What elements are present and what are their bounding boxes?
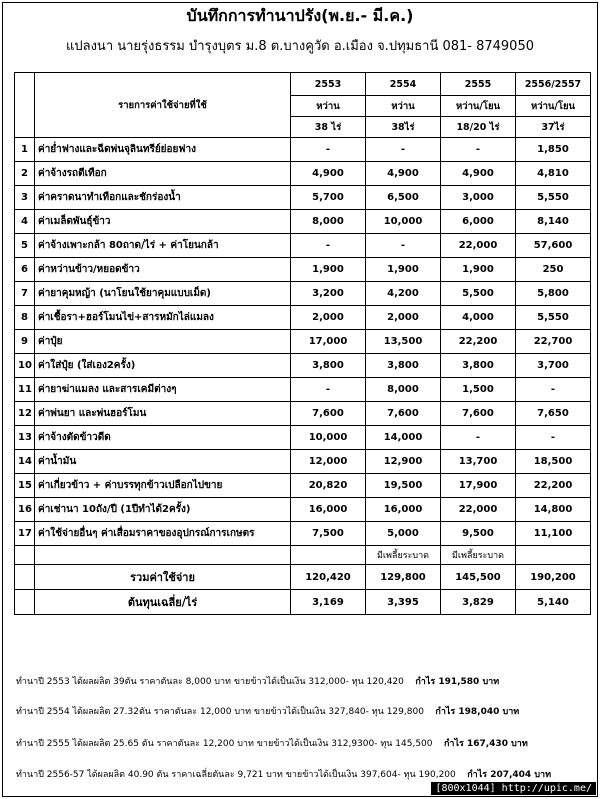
row-number: 15: [15, 474, 35, 498]
summary-line: [16, 676, 499, 688]
table-row: [15, 450, 591, 474]
summary-profit: กำไร 191,580 บาท: [415, 677, 500, 687]
table-row: [15, 138, 591, 162]
expense-value: -: [441, 426, 516, 450]
table-row: [15, 402, 591, 426]
row-number: 2: [15, 162, 35, 186]
notes-blank: [35, 546, 291, 565]
document-title: บันทึกการทำนาปรัง(พ.ย.- มี.ค.): [186, 6, 414, 25]
expense-value: -: [516, 426, 591, 450]
expense-value: 18,500: [516, 450, 591, 474]
table-row: [15, 234, 591, 258]
average-label: ต้นทุนเฉลี่ย/ไร่: [35, 590, 291, 615]
total-value: 190,200: [516, 565, 591, 590]
row-number: 3: [15, 186, 35, 210]
summary-line: [16, 706, 519, 718]
average-row: [15, 590, 591, 615]
expense-value: 4,000: [441, 306, 516, 330]
expense-item: ค่าจ้างตัดข้าวดีด: [35, 426, 291, 450]
expense-value: 3,200: [291, 282, 366, 306]
expense-value: -: [366, 234, 441, 258]
header-blank: [15, 73, 35, 138]
expense-item: ค่าใช้จ่ายอื่นๆ ค่าเสื่อมราคาของอุปกรณ์การเกษตร: [35, 522, 291, 546]
expense-value: 22,200: [441, 330, 516, 354]
header-area: 38 ไร่: [291, 117, 366, 138]
summary-text: ทำนาปี 2555 ได้ผลผลิต 25.65 ตัน ราคาตันละ 12,200 บาท ขายข้าวได้เป็นเงิน 312,9300- ทุน 145,500: [16, 739, 433, 749]
expense-value: -: [291, 138, 366, 162]
table-row: [15, 258, 591, 282]
total-value: 120,420: [291, 565, 366, 590]
expense-value: 1,900: [291, 258, 366, 282]
expense-value: 5,550: [516, 186, 591, 210]
expense-value: 13,700: [441, 450, 516, 474]
summary-profit: กำไร 198,040 บาท: [435, 707, 520, 717]
expense-value: 17,000: [291, 330, 366, 354]
expense-value: 5,800: [516, 282, 591, 306]
expense-table: [14, 72, 591, 615]
expense-value: 5,000: [366, 522, 441, 546]
expense-value: -: [291, 234, 366, 258]
row-number: 13: [15, 426, 35, 450]
expense-value: 3,800: [366, 354, 441, 378]
year-note: [291, 546, 366, 565]
expense-value: 10,000: [366, 210, 441, 234]
expense-value: 6,500: [366, 186, 441, 210]
expense-value: 4,810: [516, 162, 591, 186]
header-method: หว่าน: [366, 96, 441, 117]
expense-value: 5,550: [516, 306, 591, 330]
table-row: [15, 162, 591, 186]
row-number: 11: [15, 378, 35, 402]
expense-value: 3,000: [441, 186, 516, 210]
expense-value: 5,700: [291, 186, 366, 210]
expense-item: ค่าปุ๋ย: [35, 330, 291, 354]
expense-value: 7,600: [291, 402, 366, 426]
expense-value: 16,000: [366, 498, 441, 522]
expense-value: 13,500: [366, 330, 441, 354]
expense-value: 3,700: [516, 354, 591, 378]
notes-blank: [15, 546, 35, 565]
expense-value: 4,900: [441, 162, 516, 186]
average-blank: [15, 590, 35, 615]
table-row: [15, 210, 591, 234]
expense-value: 5,500: [441, 282, 516, 306]
year-note: มีเพลี้ยระบาด: [441, 546, 516, 565]
year-note: [516, 546, 591, 565]
expense-value: 1,850: [516, 138, 591, 162]
header-year: 2553: [291, 73, 366, 96]
expense-value: -: [516, 378, 591, 402]
expense-value: 20,820: [291, 474, 366, 498]
expense-value: 7,600: [366, 402, 441, 426]
expense-item: ค่าย่ำฟางและฉีดพ่นจุลินทรีย์ย่อยฟาง: [35, 138, 291, 162]
expense-value: 9,500: [441, 522, 516, 546]
expense-value: 8,000: [366, 378, 441, 402]
header-row-years: [15, 73, 591, 96]
expense-item: ค่าน้ำมัน: [35, 450, 291, 474]
summary-line: [16, 769, 551, 781]
expense-value: 22,000: [441, 498, 516, 522]
header-method: หว่าน/โยน: [516, 96, 591, 117]
expense-item: ค่าเมล็ดพันธุ์ข้าว: [35, 210, 291, 234]
expense-value: 7,650: [516, 402, 591, 426]
expense-item: ค่ายาคุมหญ้า (นาโยนใช้ยาคุมแบบเม็ด): [35, 282, 291, 306]
expense-value: 6,000: [441, 210, 516, 234]
average-value: 3,395: [366, 590, 441, 615]
expense-value: 1,900: [441, 258, 516, 282]
table-row: [15, 354, 591, 378]
summary-line: [16, 738, 528, 750]
table-row: [15, 522, 591, 546]
expense-value: 4,900: [291, 162, 366, 186]
table-row: [15, 282, 591, 306]
table-row: [15, 498, 591, 522]
expense-value: 14,000: [366, 426, 441, 450]
expense-value: 4,900: [366, 162, 441, 186]
expense-value: 12,900: [366, 450, 441, 474]
row-number: 9: [15, 330, 35, 354]
expense-item: ค่าเช่านา 10ถัง/ปี (1ปีทำได้2ครั้ง): [35, 498, 291, 522]
expense-value: 22,200: [516, 474, 591, 498]
expense-value: 1,500: [441, 378, 516, 402]
table-row: [15, 426, 591, 450]
total-label: รวมค่าใช้จ่าย: [35, 565, 291, 590]
expense-value: 4,200: [366, 282, 441, 306]
expense-value: 7,600: [441, 402, 516, 426]
summary-text: ทำนาปี 2553 ได้ผลผลิต 39ตัน ราคาตันละ 8,000 บาท ขายข้าวได้เป็นเงิน 312,000- ทุน 120,420: [16, 677, 404, 687]
expense-value: -: [366, 138, 441, 162]
expense-item: ค่าจ้างเพาะกล้า 80ถาด/ไร่ + ค่าโยนกล้า: [35, 234, 291, 258]
expense-value: 250: [516, 258, 591, 282]
table-row: [15, 330, 591, 354]
row-number: 12: [15, 402, 35, 426]
summary-text: ทำนาปี 2554 ได้ผลผลิต 27.32ตัน ราคาตันละ 12,000 บาท ขายข้าวได้เป็นเงิน 327,840- ทุน 129,800: [16, 707, 424, 717]
expense-item: ค่ายาฆ่าแมลง และสารเคมีต่างๆ: [35, 378, 291, 402]
year-note: มีเพลี้ยระบาด: [366, 546, 441, 565]
expense-item: ค่าหว่านข้าว/หยอดข้าว: [35, 258, 291, 282]
row-number: 1: [15, 138, 35, 162]
row-number: 4: [15, 210, 35, 234]
header-year: 2555: [441, 73, 516, 96]
table-row: [15, 474, 591, 498]
expense-value: 12,000: [291, 450, 366, 474]
row-number: 14: [15, 450, 35, 474]
total-value: 129,800: [366, 565, 441, 590]
header-label: รายการค่าใช้จ่ายที่ใช้: [35, 73, 291, 138]
header-area: 38ไร่: [366, 117, 441, 138]
expense-value: 8,000: [291, 210, 366, 234]
expense-item: ค่าคราดนาทำเทือกและชักร่องน้ำ: [35, 186, 291, 210]
row-number: 7: [15, 282, 35, 306]
expense-value: 8,140: [516, 210, 591, 234]
expense-value: -: [291, 378, 366, 402]
expense-value: 17,900: [441, 474, 516, 498]
expense-value: 3,800: [291, 354, 366, 378]
table-row: [15, 186, 591, 210]
table-row: [15, 378, 591, 402]
header-year: 2554: [366, 73, 441, 96]
header-method: หว่าน: [291, 96, 366, 117]
table-row: [15, 306, 591, 330]
expense-value: 7,500: [291, 522, 366, 546]
expense-value: 16,000: [291, 498, 366, 522]
header-year: 2556/2557: [516, 73, 591, 96]
expense-value: -: [441, 138, 516, 162]
expense-value: 2,000: [366, 306, 441, 330]
expense-value: 3,800: [441, 354, 516, 378]
average-value: 5,140: [516, 590, 591, 615]
expense-value: 14,800: [516, 498, 591, 522]
row-number: 8: [15, 306, 35, 330]
expense-item: ค่าใส่ปุ๋ย (ใส่เอง2ครั้ง): [35, 354, 291, 378]
expense-value: 11,100: [516, 522, 591, 546]
average-value: 3,829: [441, 590, 516, 615]
header-method: หว่าน/โยน: [441, 96, 516, 117]
expense-value: 57,600: [516, 234, 591, 258]
expense-item: ค่าจ้างรถตีเทือก: [35, 162, 291, 186]
summary-profit: กำไร 167,430 บาท: [443, 739, 528, 749]
expense-value: 2,000: [291, 306, 366, 330]
row-number: 5: [15, 234, 35, 258]
row-number: 16: [15, 498, 35, 522]
expense-item: ค่าเกี่ยวข้าว + ค่าบรรทุกข้าวเปลือกไปขาย: [35, 474, 291, 498]
average-value: 3,169: [291, 590, 366, 615]
expense-item: ค่าเชื้อรา+ฮอร์โมนไข่+สารหมักไล่แมลง: [35, 306, 291, 330]
expense-value: 19,500: [366, 474, 441, 498]
row-number: 6: [15, 258, 35, 282]
header-area: 37ไร่: [516, 117, 591, 138]
total-value: 145,500: [441, 565, 516, 590]
summary-text: ทำนาปี 2556-57 ได้ผลผลิต 40.90 ตัน ราคาเฉลี่ยตันละ 9,721 บาท ขายข้าวได้เป็นเงิน 397,604- ทุน 190,200: [16, 770, 456, 780]
watermark: [800x1044] http://upic.me/: [431, 782, 596, 795]
total-blank: [15, 565, 35, 590]
row-number: 10: [15, 354, 35, 378]
expense-value: 22,000: [441, 234, 516, 258]
expense-item: ค่าพ่นยา และพ่นฮอร์โมน: [35, 402, 291, 426]
row-number: 17: [15, 522, 35, 546]
document-subtitle: แปลงนา นายรุ่งธรรม บำรุงบุตร ม.8 ต.บางคูวัด อ.เมือง จ.ปทุมธานี 081- 8749050: [65, 39, 534, 54]
summary-profit: กำไร 207,404 บาท: [467, 770, 552, 780]
expense-value: 1,900: [366, 258, 441, 282]
expense-value: 10,000: [291, 426, 366, 450]
total-row: [15, 565, 591, 590]
notes-row: [15, 546, 591, 565]
header-area: 18/20 ไร่: [441, 117, 516, 138]
expense-value: 22,700: [516, 330, 591, 354]
